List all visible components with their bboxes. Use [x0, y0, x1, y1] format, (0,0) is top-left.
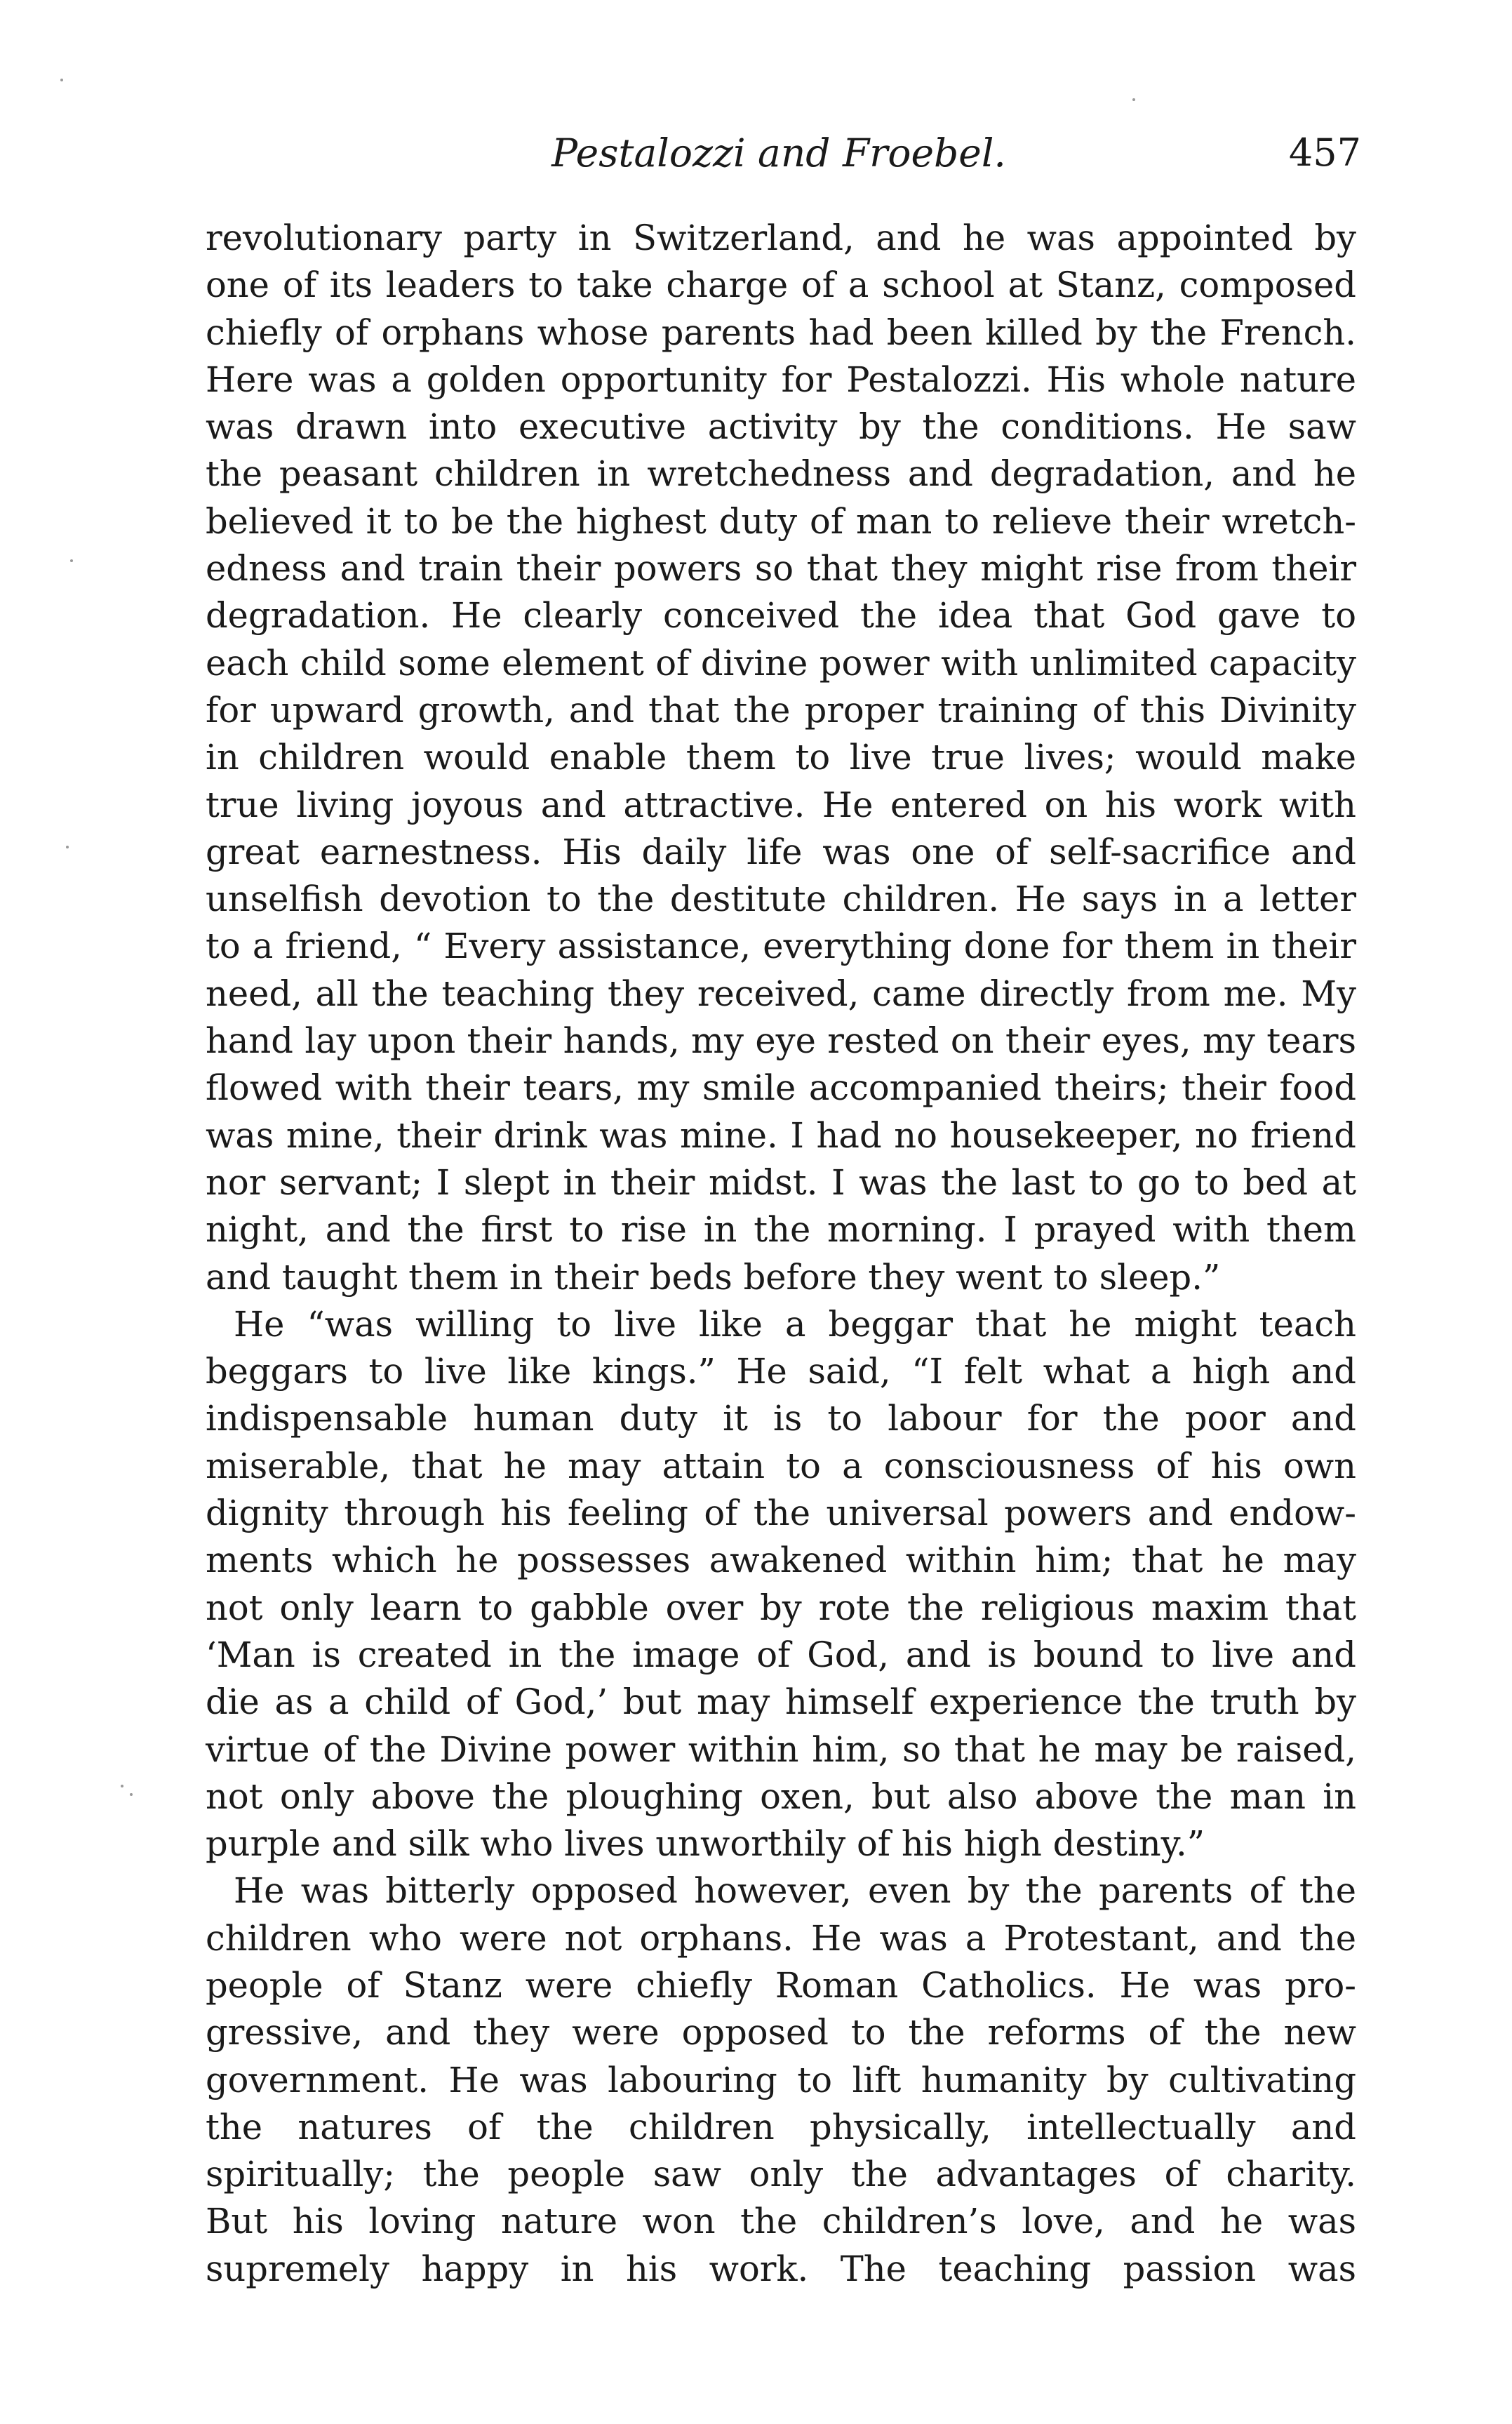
- text-line: Here was a golden opportunity for Pestalozzi. His whole nature: [206, 359, 1356, 400]
- scan-speck: [66, 846, 69, 848]
- text-line: degradation. He clearly conceived the idea that God gave to: [206, 595, 1356, 637]
- text-line: edness and train their powers so that they might rise from their: [206, 548, 1356, 590]
- text-line: indispensable human duty it is to labour for the poor and: [206, 1398, 1356, 1439]
- text-line: unselfish devotion to the destitute children. He says in a letter: [206, 879, 1356, 920]
- text-line: ments which he possesses awakened within him; that he may: [206, 1540, 1356, 1581]
- page-number: 457: [1288, 131, 1361, 175]
- running-head: [0, 125, 1512, 181]
- text-line: one of its leaders to take charge of a school at Stanz, composed: [206, 265, 1356, 306]
- text-line: not only above the ploughing oxen, but also above the man in: [206, 1776, 1356, 1817]
- text-line: But his loving nature won the children’s love, and he was: [206, 2201, 1356, 2242]
- text-line: need, all the teaching they received, came directly from me. My: [206, 973, 1356, 1014]
- text-line: He was bitterly opposed however, even by the parents of the: [234, 1870, 1356, 1912]
- text-line: chiefly of orphans whose parents had been killed by the French.: [206, 312, 1356, 353]
- text-line: flowed with their tears, my smile accompanied theirs; their food: [206, 1067, 1356, 1109]
- text-line: for upward growth, and that the proper training of this Divinity: [206, 689, 1356, 731]
- scan-speck: [130, 1793, 133, 1796]
- text-line: spiritually; the people saw only the advantages of charity.: [206, 2154, 1356, 2195]
- text-line: He “was willing to live like a beggar that he might teach: [234, 1303, 1356, 1345]
- text-line: children who were not orphans. He was a Protestant, and the: [206, 1917, 1356, 1959]
- text-line: hand lay upon their hands, my eye rested on their eyes, my tears: [206, 1020, 1356, 1062]
- text-line: great earnestness. His daily life was one of self-sacrifice and: [206, 831, 1356, 872]
- text-line: virtue of the Divine power within him, so that he may be raised,: [206, 1729, 1356, 1770]
- text-line: supremely happy in his work. The teaching passion was: [206, 2248, 1356, 2289]
- text-line: nor servant; I slept in their midst. I was the last to go to bed at: [206, 1161, 1356, 1203]
- text-line: revolutionary party in Switzerland, and he was appointed by: [206, 218, 1356, 258]
- text-line: gressive, and they were opposed to the reforms of the new: [206, 2012, 1356, 2053]
- running-title: Pestalozzi and Froebel.: [551, 131, 1006, 175]
- text-line: the peasant children in wretchedness and degradation, and he: [206, 453, 1356, 495]
- scan-speck: [70, 559, 73, 562]
- text-line: was mine, their drink was mine. I had no housekeeper, no friend: [206, 1114, 1356, 1156]
- text-line: was drawn into executive activity by the conditions. He saw: [206, 406, 1356, 448]
- text-line: people of Stanz were chiefly Roman Catholics. He was pro-: [206, 1964, 1356, 2006]
- text-line: ‘Man is created in the image of God, and is bound to live and: [206, 1634, 1356, 1675]
- text-line: to a friend, “ Every assistance, everything done for them in their: [206, 926, 1356, 967]
- text-line: die as a child of God,’ but may himself experience the truth by: [206, 1682, 1356, 1723]
- text-line: in children would enable them to live true lives; would make: [206, 737, 1356, 778]
- text-line: the natures of the children physically, intellectually and: [206, 2106, 1356, 2147]
- text-line: government. He was labouring to lift humanity by cultivating: [206, 2059, 1356, 2100]
- scan-speck: [60, 79, 63, 81]
- scan-speck: [1132, 98, 1135, 101]
- text-line: purple and silk who lives unworthily of his high destiny.”: [206, 1823, 1205, 1865]
- text-line: dignity through his feeling of the universal powers and endow-: [206, 1493, 1356, 1534]
- scan-speck: [121, 1785, 123, 1787]
- text-line: true living joyous and attractive. He entered on his work with: [206, 784, 1356, 825]
- text-line: not only learn to gabble over by rote the religious maxim that: [206, 1587, 1356, 1628]
- text-line: miserable, that he may attain to a consciousness of his own: [206, 1445, 1356, 1486]
- text-line: each child some element of divine power with unlimited capacity: [206, 642, 1356, 684]
- body-text: [206, 215, 1356, 2293]
- text-line: beggars to live like kings.” He said, “I felt what a high and: [206, 1351, 1356, 1392]
- text-line: and taught them in their beds before they went to sleep.”: [206, 1256, 1221, 1298]
- text-line: night, and the first to rise in the morning. I prayed with them: [206, 1209, 1356, 1251]
- text-line: believed it to be the highest duty of man to relieve their wretch-: [206, 500, 1356, 542]
